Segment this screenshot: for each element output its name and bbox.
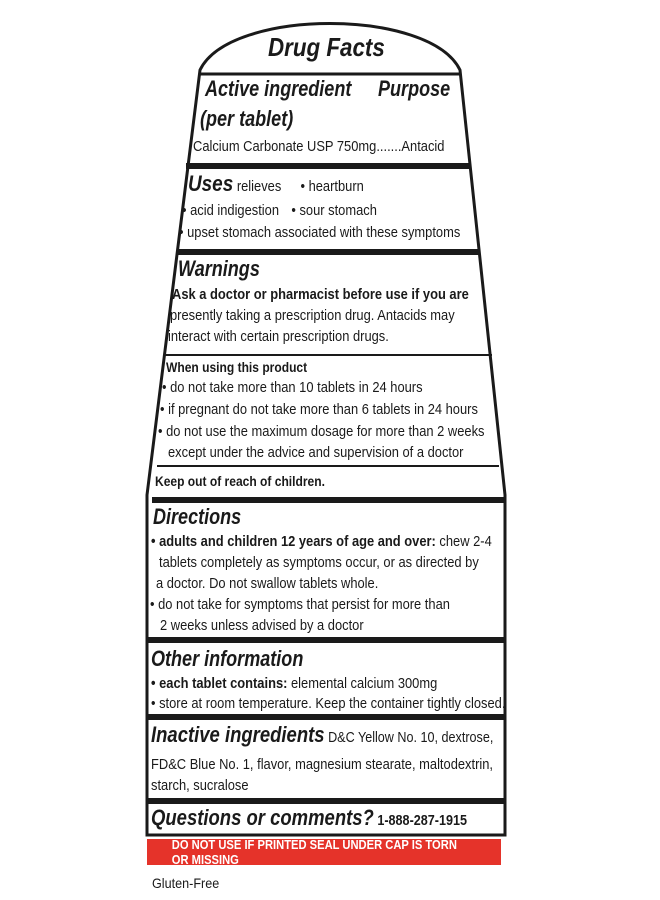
questions-heading: Questions or comments?: [151, 805, 374, 830]
other-info-line-1: [151, 676, 484, 691]
directions-adults-bold: • adults and children 12 years of age and over:: [151, 533, 436, 550]
when-using-heading: When using this product: [166, 359, 308, 375]
ask-doctor-text-1: presently taking a prescription drug. Antacids may: [170, 307, 455, 324]
ask-doctor-text-2: interact with certain prescription drugs.: [168, 328, 389, 345]
directions-heading: Directions: [153, 504, 242, 529]
other-info-heading: Other information: [151, 646, 304, 671]
when-using-item-3b: except under the advice and supervision of a doctor: [168, 444, 464, 461]
directions-line-5: 2 weeks unless advised by a doctor: [160, 617, 364, 634]
questions-phone: 1-888-287-1915: [377, 812, 468, 829]
uses-heading: Uses: [188, 171, 234, 196]
other-info-line-2: • store at room temperature. Keep the container tightly closed.: [151, 695, 506, 712]
purpose-heading: Purpose: [378, 76, 451, 101]
directions-adults-text: chew 2-4: [435, 533, 492, 550]
directions-line-3: a doctor. Do not swallow tablets whole.: [156, 575, 379, 592]
inactive-heading: Inactive ingredients: [151, 722, 325, 747]
questions-line: [151, 807, 527, 829]
uses-relieves: relieves: [236, 178, 282, 195]
active-ingredient-line: Calcium Carbonate USP 750mg.......Antacid: [193, 138, 445, 155]
use-sour-stomach: • sour stomach: [291, 202, 377, 219]
keep-out-of-reach: Keep out of reach of children.: [155, 473, 325, 489]
use-acid-indigestion: • acid indigestion: [182, 202, 280, 219]
inactive-text-1: D&C Yellow No. 10, dextrose,: [328, 729, 494, 746]
active-ingredient-heading: Active ingredient: [205, 76, 352, 101]
warnings-heading: Warnings: [178, 256, 260, 281]
when-using-item-2: • if pregnant do not take more than 6 tablets in 24 hours: [160, 401, 478, 418]
directions-line-4: • do not take for symptoms that persist for more than: [150, 596, 450, 613]
seal-warning-text: DO NOT USE IF PRINTED SEAL UNDER CAP IS TORN OR MISSING: [171, 837, 457, 867]
directions-line-2: tablets completely as symptoms occur, or as directed by: [159, 554, 479, 571]
ask-doctor-heading: Ask a doctor or pharmacist before use if you are: [172, 286, 469, 303]
use-upset-stomach: • upset stomach associated with these symptoms: [179, 224, 461, 241]
seal-warning-bar: [147, 839, 501, 865]
when-using-item-1: • do not take more than 10 tablets in 24 hours: [162, 379, 423, 396]
per-tablet-heading: (per tablet): [200, 106, 294, 131]
when-using-item-3a: • do not use the maximum dosage for more than 2 weeks: [158, 423, 485, 440]
uses-line-1: [188, 173, 392, 195]
inactive-line-2: FD&C Blue No. 1, flavor, magnesium stearate, maltodextrin,: [151, 756, 493, 773]
uses-line-3: [179, 225, 506, 240]
gluten-free: Gluten-Free: [152, 875, 220, 891]
directions-line-1: [151, 534, 547, 549]
each-tablet-bold: • each tablet contains:: [151, 675, 288, 692]
uses-line-2: [182, 203, 409, 218]
each-tablet-text: elemental calcium 300mg: [287, 675, 438, 692]
inactive-line-1: [151, 724, 559, 746]
drug-facts-title: Drug Facts: [268, 32, 385, 62]
inactive-line-3: starch, sucralose: [151, 777, 249, 794]
use-heartburn: • heartburn: [300, 178, 364, 195]
